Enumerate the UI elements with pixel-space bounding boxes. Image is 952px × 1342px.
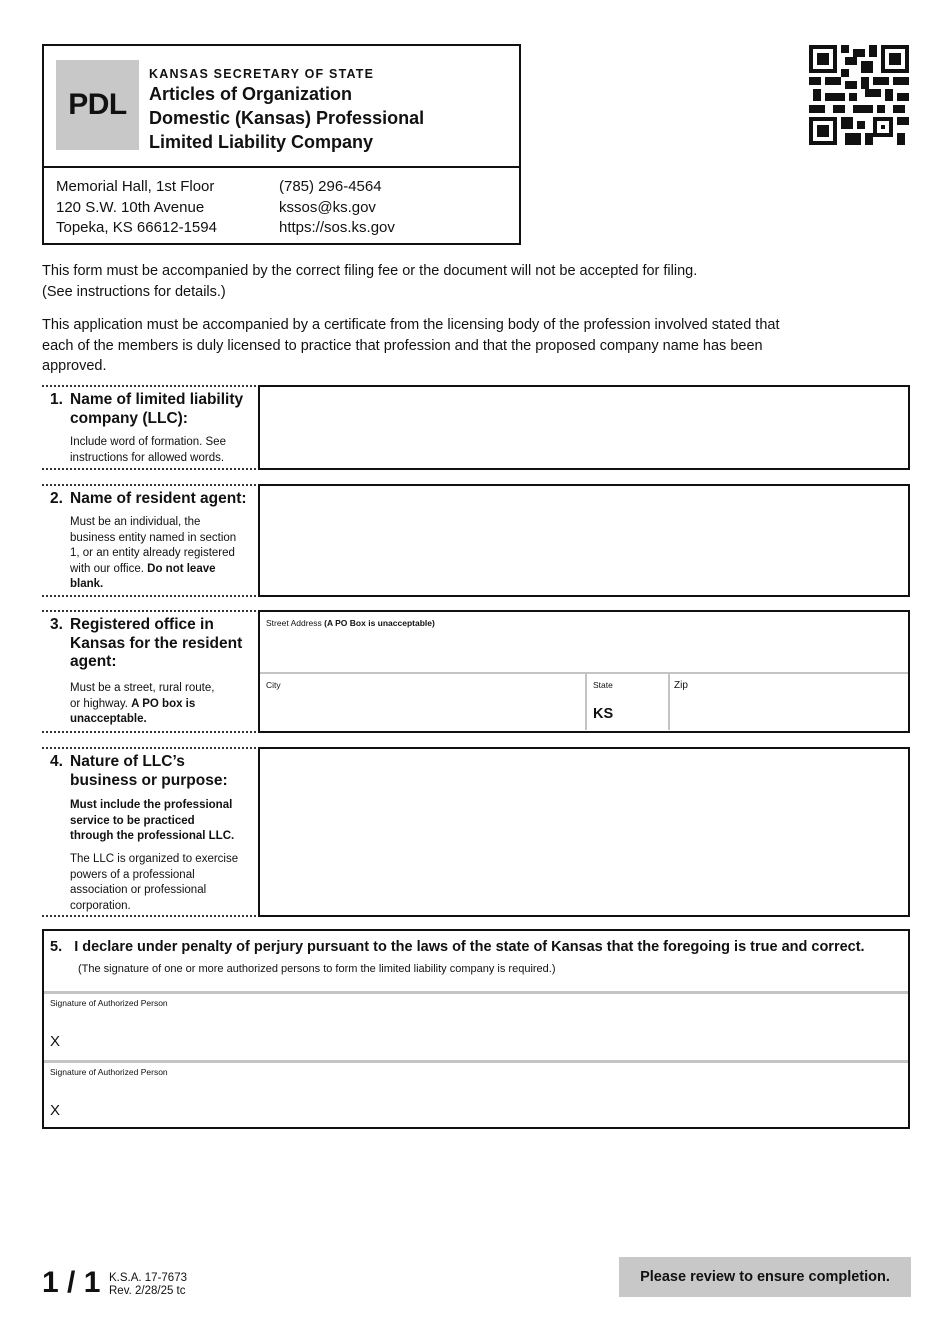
section-4-label	[42, 747, 256, 917]
state-label: State	[593, 680, 613, 690]
website-link[interactable]: https://sos.ks.gov	[279, 219, 395, 236]
llc-name-field[interactable]	[258, 385, 910, 470]
help-emphasis: blank.	[70, 578, 104, 590]
help-line: The LLC is organized to exercise	[70, 853, 239, 865]
help-line: Must be a street, rural route,	[70, 682, 215, 694]
qr-code-icon	[809, 45, 909, 145]
address-line: Memorial Hall, 1st Floor	[56, 178, 215, 195]
notice-line: This application must be accompanied by a certificate from the licensing body of the profession involved stated that	[42, 317, 780, 333]
office-address	[56, 177, 217, 239]
city-label: City	[266, 680, 281, 690]
section-help	[70, 435, 226, 466]
section-help	[70, 852, 238, 914]
label-emphasis: (A PO Box is unacceptable)	[324, 618, 435, 628]
section-title: Name of resident agent:	[70, 490, 247, 507]
city-field[interactable]	[260, 674, 585, 730]
signature-mark: X	[50, 1033, 61, 1050]
title-line: Name of limited liability	[70, 391, 244, 408]
form-code-badge: PDL	[56, 60, 139, 150]
agency-name: KANSAS SECRETARY OF STATE	[149, 67, 375, 81]
street-address-label	[266, 618, 435, 628]
help-line: through the professional LLC.	[70, 830, 235, 842]
label-text: Street Address	[266, 618, 325, 628]
section-number: 3.	[50, 616, 63, 633]
help-line: Must include the professional	[70, 799, 233, 811]
registered-office-box	[258, 610, 910, 733]
street-address-field[interactable]	[260, 612, 908, 672]
declaration-text	[50, 939, 865, 955]
help-line	[70, 562, 236, 578]
section-2-label	[42, 484, 256, 597]
section-requirement	[70, 798, 234, 845]
section-help	[70, 681, 214, 728]
help-text: or highway.	[70, 697, 132, 710]
help-emphasis: unacceptable.	[70, 713, 147, 725]
address-line: Topeka, KS 66612-1594	[56, 219, 217, 236]
section-number: 4.	[50, 753, 63, 770]
form-title-line-2: Domestic (Kansas) Professional	[149, 108, 425, 128]
section-title	[70, 753, 228, 790]
section-number: 2.	[50, 490, 63, 507]
page-number: 1 / 1	[42, 1266, 101, 1299]
section-number: 1.	[50, 391, 63, 408]
address-line: 120 S.W. 10th Avenue	[56, 198, 205, 216]
signature-label: Signature of Authorized Person	[50, 998, 168, 1008]
declaration-note: (The signature of one or more authorized persons to form the limited liability company is required.)	[78, 963, 556, 975]
help-line	[70, 697, 214, 713]
form-header	[42, 44, 521, 245]
section-1-label	[42, 385, 256, 470]
help-line: corporation.	[70, 899, 131, 912]
help-line: service to be practiced	[70, 814, 195, 827]
certificate-notice	[42, 315, 780, 377]
state-field[interactable]	[585, 674, 670, 730]
help-emphasis: A PO box is	[131, 697, 196, 710]
section-3-label	[42, 610, 256, 733]
declaration-section	[42, 929, 910, 1129]
statute: K.S.A. 17-7673	[109, 1272, 187, 1284]
form-title-line-3: Limited Liability Company	[149, 132, 374, 152]
zip-label: Zip	[674, 680, 688, 691]
email-link[interactable]: kssos@ks.gov	[279, 198, 376, 216]
office-contact	[279, 177, 395, 239]
statute-citation	[109, 1272, 187, 1298]
phone: (785) 296-4564	[279, 178, 382, 195]
title-line: Kansas for the resident	[70, 634, 243, 652]
help-line: Include word of formation. See	[70, 436, 226, 448]
filing-fee-notice	[42, 261, 697, 302]
title-line: agent:	[70, 653, 117, 670]
form-title-line-1: Articles of Organization	[149, 84, 353, 104]
section-title	[70, 391, 243, 428]
title-line: business or purpose:	[70, 771, 228, 789]
header-title-block	[44, 46, 519, 168]
help-line: Must be an individual, the	[70, 516, 201, 528]
help-emphasis: Do not leave	[147, 562, 216, 575]
signature-label: Signature of Authorized Person	[50, 1067, 168, 1077]
title-line: Registered office in	[70, 616, 214, 633]
signature-field-1[interactable]	[44, 991, 908, 1060]
business-purpose-field[interactable]	[258, 747, 910, 917]
notice-line: each of the members is duly licensed to practice that profession and that the proposed company name has been	[42, 337, 763, 354]
section-help	[70, 515, 236, 593]
help-text: with our office.	[70, 562, 148, 575]
section-title	[70, 616, 242, 672]
signature-field-2[interactable]	[44, 1060, 908, 1129]
notice-line: approved.	[42, 358, 107, 374]
notice-line: This form must be accompanied by the correct filing fee or the document will not be accepted for filing.	[42, 263, 698, 279]
title-line: Nature of LLC’s	[70, 753, 185, 770]
resident-agent-field[interactable]	[258, 484, 910, 597]
notice-line: (See instructions for details.)	[42, 283, 226, 300]
help-line: 1, or an entity already registered	[70, 547, 235, 559]
declaration-statement: I declare under penalty of perjury pursuant to the laws of the state of Kansas that the foregoing is true and correct.	[74, 939, 865, 955]
help-line: instructions for allowed words.	[70, 451, 225, 464]
signature-mark: X	[50, 1102, 61, 1119]
zip-field[interactable]	[668, 674, 908, 730]
title-line: company (LLC):	[70, 409, 188, 427]
review-notice: Please review to ensure completion.	[619, 1257, 911, 1297]
state-value: KS	[593, 706, 614, 722]
help-line: business entity named in section	[70, 531, 237, 544]
revision-date: Rev. 2/28/25 tc	[109, 1285, 186, 1297]
help-line: association or professional	[70, 884, 207, 896]
help-line: powers of a professional	[70, 868, 195, 881]
section-number: 5.	[50, 939, 63, 955]
